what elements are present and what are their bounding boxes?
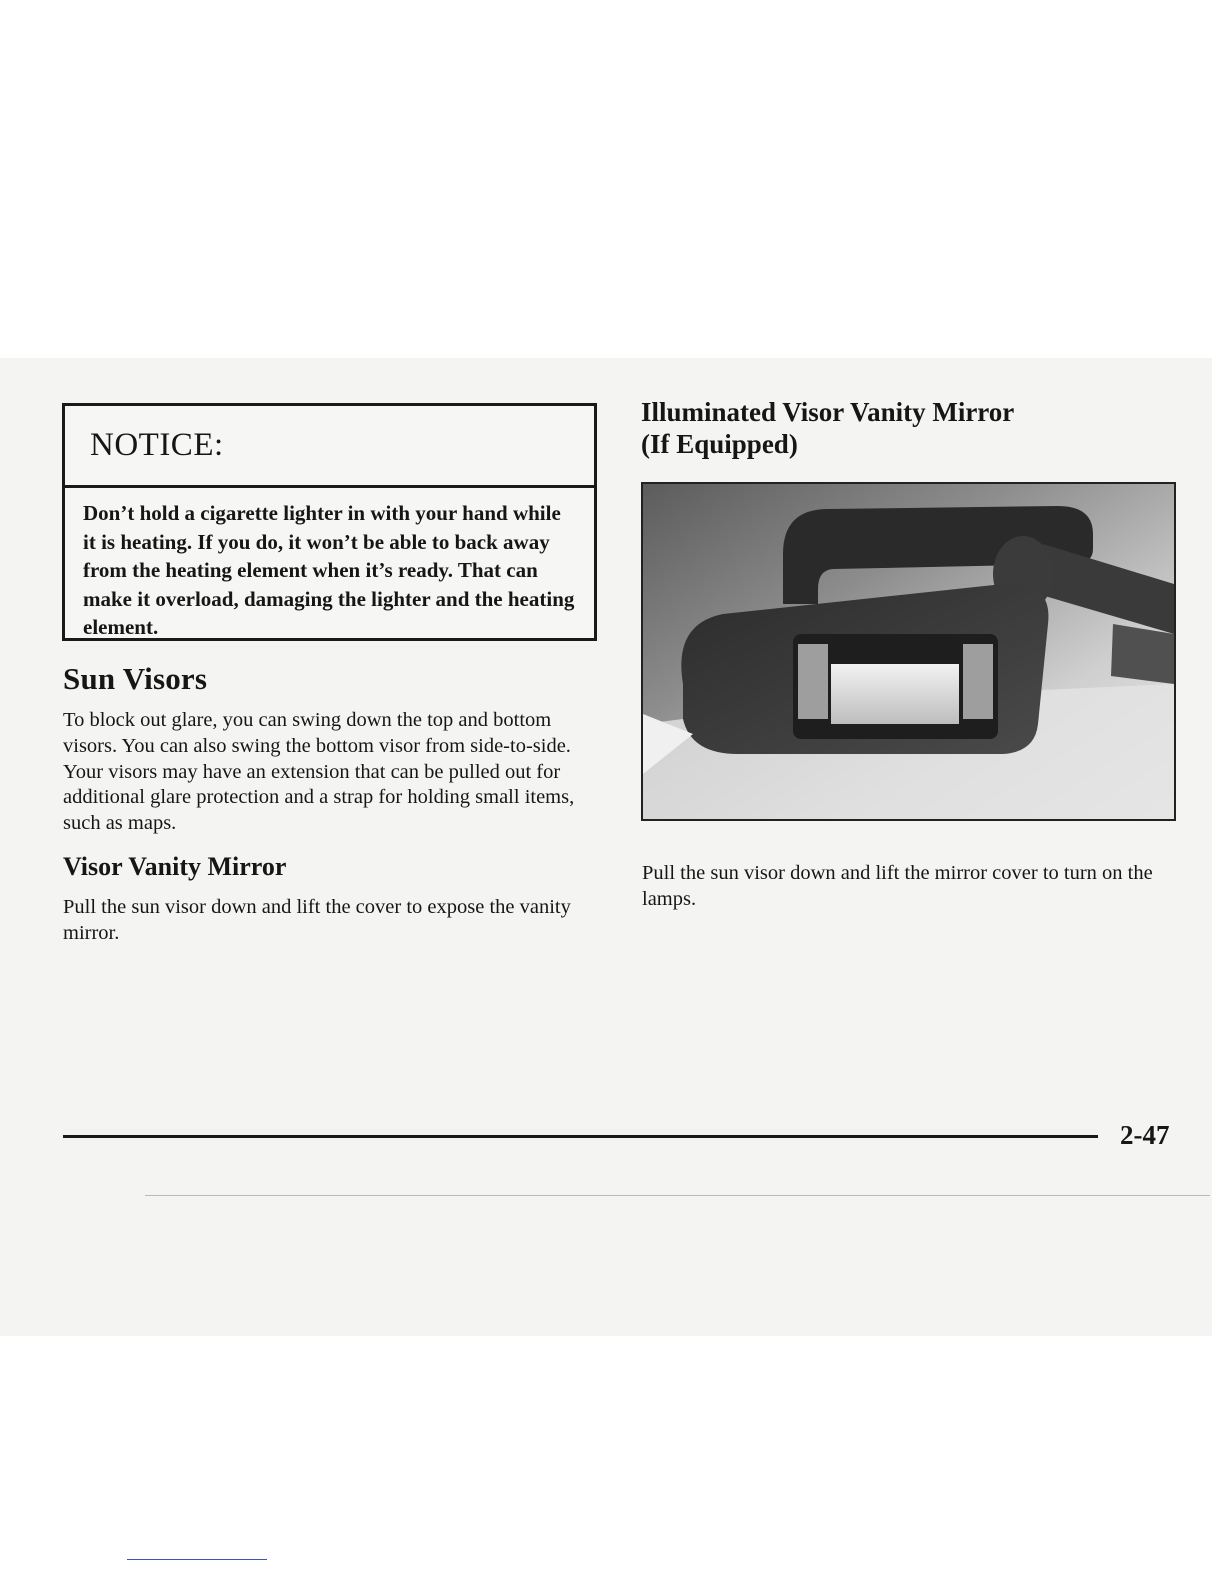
notice-body: Don’t hold a cigarette lighter in with your hand while it is heating. If you do, it won’t be able to back away from the heating element when it’s ready. That can make it overload, damaging the lighter and the heating element. xyxy=(83,501,575,639)
page-number: 2-47 xyxy=(1120,1120,1170,1150)
visor-vanity-mirror-heading: Visor Vanity Mirror xyxy=(63,852,287,881)
illuminated-mirror-heading xyxy=(641,396,1014,460)
illuminated-mirror-text: Pull the sun visor down and lift the mirror cover to turn on the lamps. xyxy=(642,862,1153,910)
illuminated-mirror-heading-line2: (If Equipped) xyxy=(641,429,798,459)
visor-vanity-mirror-text: Pull the sun visor down and lift the cover to expose the vanity mirror. xyxy=(63,896,571,944)
notice-box xyxy=(62,403,597,641)
visor-mirror-illustration xyxy=(643,484,1174,819)
sun-visors-heading: Sun Visors xyxy=(63,661,208,696)
visor-mirror-photo xyxy=(641,482,1176,821)
bottom-underline xyxy=(127,1559,267,1560)
notice-title: NOTICE: xyxy=(90,427,224,463)
sun-visors-text: To block out glare, you can swing down the top and bottom visors. You can also swing the bottom visor from side-to-side. Your visors may have an extension that can be pulled out for additional glare protection and a strap for holding small items, such as maps. xyxy=(63,709,575,835)
notice-header xyxy=(65,406,594,488)
scan-edge-line xyxy=(145,1195,1210,1196)
illuminated-mirror-heading-line1: Illuminated Visor Vanity Mirror xyxy=(641,397,1015,427)
footer-rule xyxy=(63,1135,1098,1138)
